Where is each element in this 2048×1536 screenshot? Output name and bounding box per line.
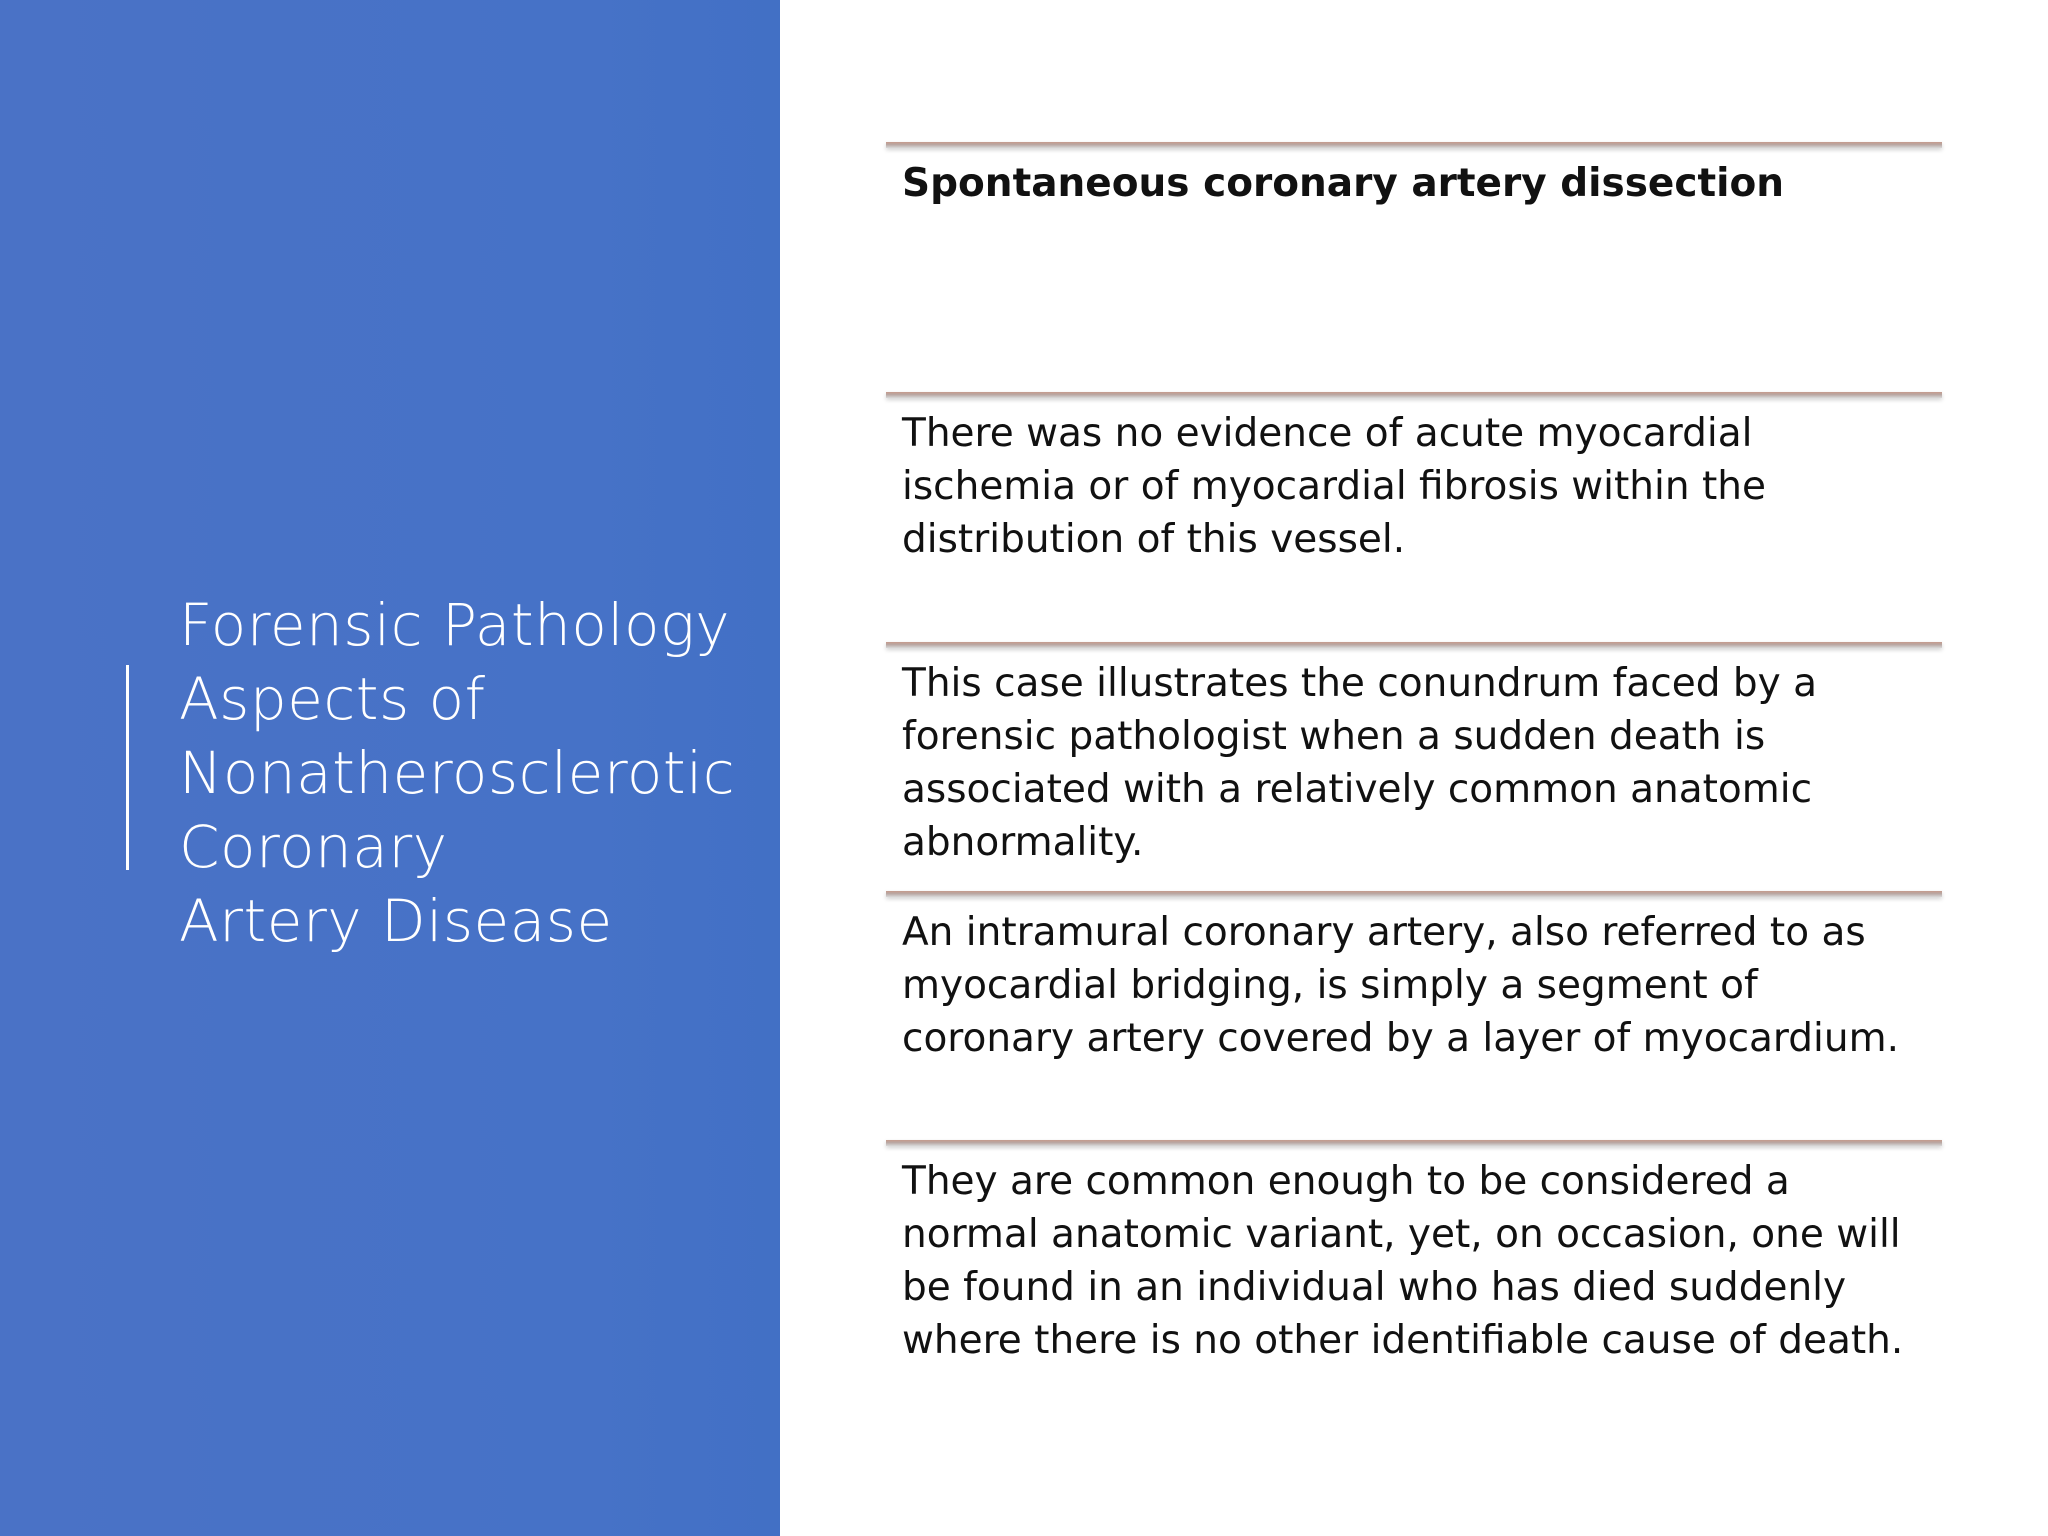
divider-rule [886, 1140, 1942, 1146]
title-line-5: Artery Disease [179, 887, 613, 955]
slide-title [179, 588, 739, 958]
block-text: There was no evidence of acute myocardial ischemia or of myocardial fibrosis within the distribution of this vessel. [902, 411, 1766, 562]
title-line-2: Aspects of [179, 665, 486, 733]
title-line-1: Forensic Pathology [179, 591, 731, 659]
block-heading: Spontaneous coronary artery dissection [902, 161, 1785, 206]
divider-rule [886, 392, 1942, 398]
block-text: They are common enough to be considered a normal anatomic variant, yet, on occasion, one will be found in an individual who has died suddenly where there is no other identifiable cause of death. [902, 1159, 1904, 1363]
divider-rule [886, 142, 1942, 148]
title-line-3: Nonatherosclerotic [179, 739, 736, 807]
block-text: This case illustrates the conundrum faced by a forensic pathologist when a sudden death is associated with a relatively common anatomic abnormality. [902, 661, 1818, 865]
content-list [886, 0, 1942, 1536]
title-line-4: Coronary [179, 813, 448, 881]
divider-rule [886, 642, 1942, 648]
block-text: An intramural coronary artery, also referred to as myocardial bridging, is simply a segment of coronary artery covered by a layer of myocardium. [902, 910, 1899, 1061]
title-accent-bar [126, 665, 129, 870]
divider-rule [886, 891, 1942, 897]
title-panel [0, 0, 780, 1536]
